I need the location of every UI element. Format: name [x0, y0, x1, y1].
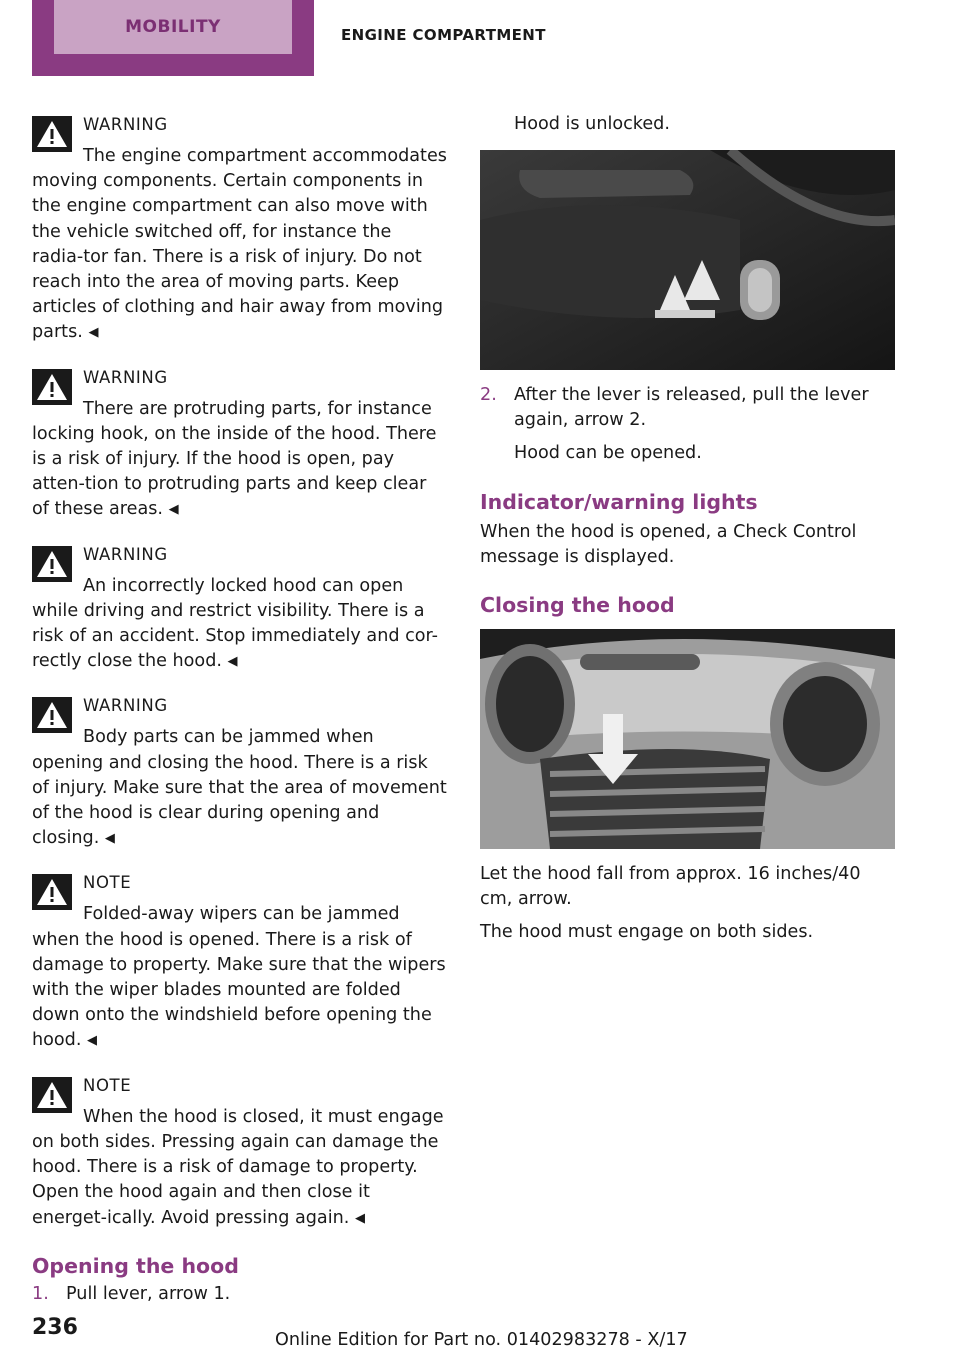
right-column — [480, 112, 895, 945]
step-text: Pull lever, arrow 1. — [66, 1283, 231, 1304]
step-2 — [480, 383, 895, 433]
warning-triangle-icon — [32, 1077, 72, 1113]
indicator-text: When the hood is opened, a Check Control message is displayed. — [480, 521, 857, 568]
warning-notice — [32, 542, 447, 675]
footer-text: Online Edition for Part no. 01402983278 - X/17 — [275, 1330, 688, 1350]
notice-text: An incorrectly locked hood can open while driving and restrict visibility. There is a risk of an accident. Stop immediately and cor-rectly close the hood. — [32, 575, 439, 672]
end-marker: ◀ — [87, 1033, 98, 1049]
section-title: ENGINE COMPARTMENT — [341, 26, 546, 44]
warning-triangle-icon — [32, 116, 72, 152]
notice-kind: WARNING — [83, 367, 168, 387]
chapter-tab — [32, 0, 314, 76]
step-1 — [32, 1282, 447, 1307]
notice-kind: WARNING — [83, 696, 168, 716]
hood-release-lever-illustration — [480, 150, 895, 370]
heading-indicator-warning-lights: Indicator/warning lights — [480, 489, 758, 514]
notice-text: The engine compartment accommodates moving components. Certain components in the engine compartment can also move with the vehicle switched off, for instance the radia-tor fan. There is a risk of injury. Do not reach into the area of moving parts. Keep articles of clothing and hair away from moving parts. — [32, 146, 447, 343]
warning-notice — [32, 112, 447, 346]
closing-text-2: The hood must engage on both sides. — [480, 921, 814, 942]
warning-notice — [32, 365, 447, 523]
warning-triangle-icon — [32, 369, 72, 405]
step-2-result: Hood can be opened. — [514, 442, 702, 463]
left-column — [32, 112, 447, 1307]
notice-kind: WARNING — [83, 115, 168, 134]
heading-opening-the-hood: Opening the hood — [32, 1253, 239, 1278]
closing-text-1: Let the hood fall from approx. 16 inches/40 cm, arrow. — [480, 864, 861, 910]
note-notice — [32, 1073, 447, 1231]
chapter-tab-label: MOBILITY — [54, 0, 292, 54]
step-text: After the lever is released, pull the lever again, arrow 2. — [514, 385, 869, 431]
warning-triangle-icon — [32, 697, 72, 733]
hood-closing-illustration — [480, 629, 895, 849]
heading-closing-the-hood: Closing the hood — [480, 593, 675, 618]
step-number: 1. — [32, 1283, 49, 1304]
notice-kind: WARNING — [83, 544, 168, 564]
warning-notice — [32, 693, 447, 851]
end-marker: ◀ — [168, 502, 179, 518]
notice-text: Folded-away wipers can be jammed when the hood is opened. There is a risk of damage to property. Make sure that the wipers with the wiper blades mounted are folded down onto the windshield before opening the hood. — [32, 904, 446, 1051]
end-marker: ◀ — [88, 325, 99, 341]
notice-text: There are protruding parts, for instance locking hook, on the inside of the hood. There is a risk of injury. If the hood is open, pay atten-tion to protruding parts and keep clear of these areas. — [32, 398, 437, 520]
notice-kind: NOTE — [83, 873, 132, 893]
step-1-result: Hood is unlocked. — [514, 114, 670, 134]
hood-release-lever-photo — [480, 150, 895, 370]
notice-text: When the hood is closed, it must engage on both sides. Pressing again can damage the hood. There is a risk of damage to property. Open the hood again and then close it energet-ically. Avoid pressing again. — [32, 1106, 444, 1228]
page-number: 236 — [32, 1315, 78, 1340]
warning-triangle-icon — [32, 546, 72, 582]
end-marker: ◀ — [354, 1210, 365, 1226]
end-marker: ◀ — [104, 831, 115, 847]
step-number: 2. — [480, 385, 497, 406]
note-notice — [32, 870, 447, 1053]
warning-triangle-icon — [32, 874, 72, 910]
hood-closing-photo — [480, 629, 895, 849]
notice-kind: NOTE — [83, 1075, 132, 1095]
end-marker: ◀ — [227, 654, 238, 670]
notice-text: Body parts can be jammed when opening and closing the hood. There is a risk of injury. Make sure that the area of movement of the hood is clear during opening and closing. — [32, 727, 447, 849]
